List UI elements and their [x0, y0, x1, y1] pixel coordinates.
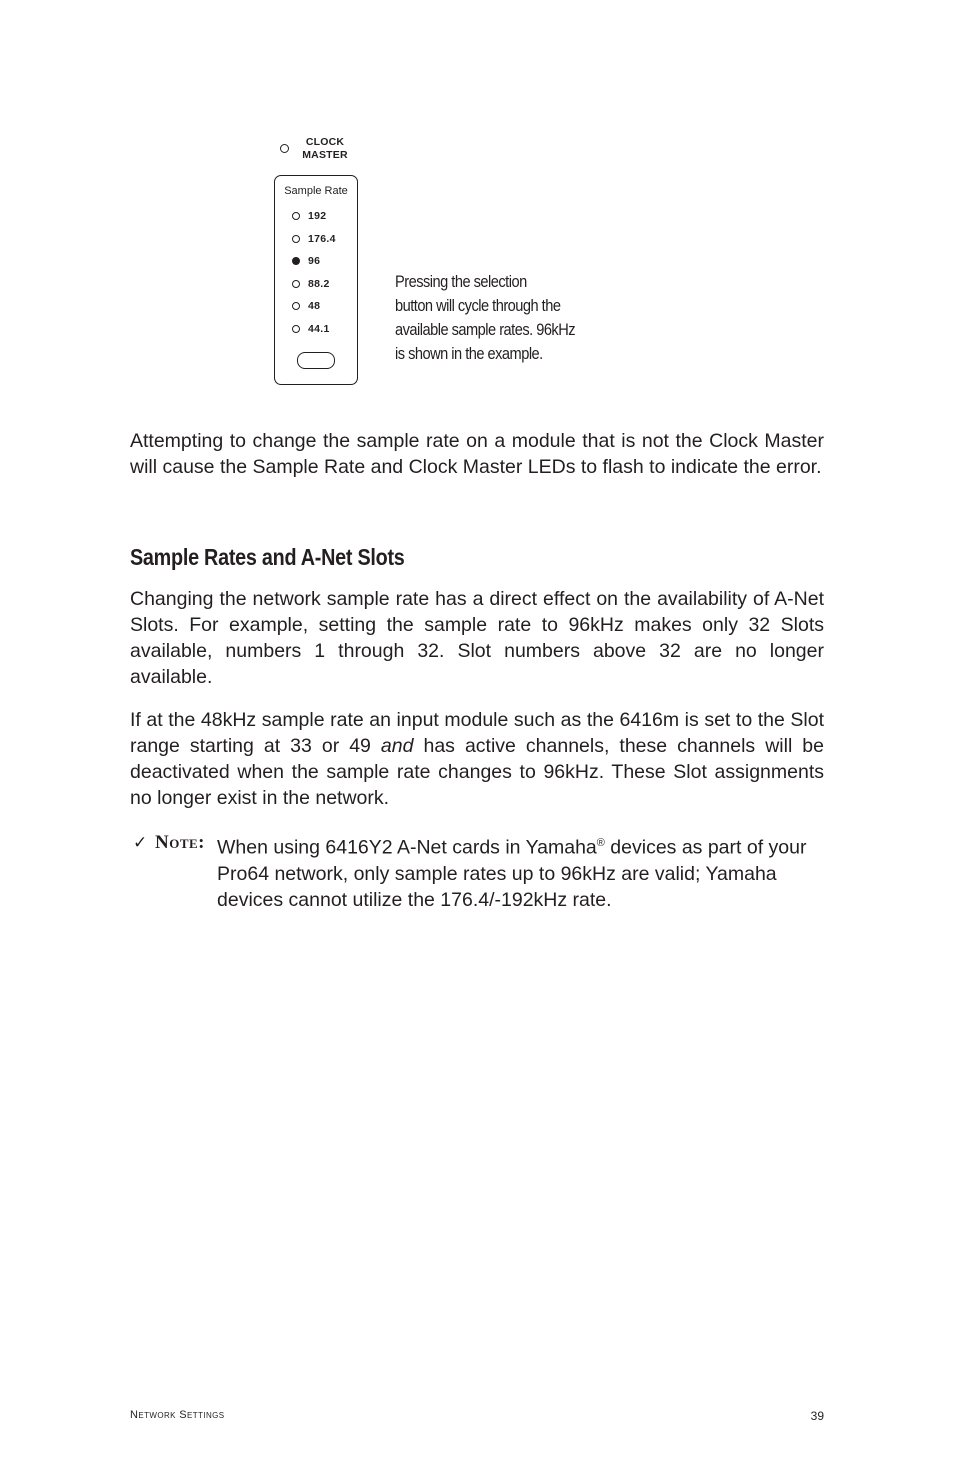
led-off-icon [292, 212, 300, 220]
footer-section-title: Network Settings [130, 1409, 225, 1421]
para3-emphasis: and [380, 735, 414, 757]
sample-rate-title: Sample Rate [284, 185, 348, 197]
page-number: 39 [810, 1409, 824, 1423]
para3-text-end: has active channels, these channels will be deactivated when the sample rate changes to 96kHz. These Slot assignments no longer exist in the network. [130, 735, 824, 809]
sample-rate-value: 176.4 [308, 232, 336, 245]
clock-master-led-icon [280, 144, 289, 153]
caption-line: available sample rates. 96kHz [395, 320, 576, 339]
sample-rate-option [292, 232, 352, 246]
sample-rate-value: 48 [308, 300, 321, 313]
sample-rate-panel [274, 175, 358, 385]
registered-mark: ® [596, 837, 605, 849]
caption-line: is shown in the example. [395, 344, 543, 363]
paragraph-clock-master-error: Attempting to change the sample rate on a module that is not the Clock Master will cause the Sample Rate and Clock Master LEDs to flash to indicate the error. [130, 430, 824, 478]
clock-master-label [292, 136, 358, 161]
clock-master-label-line1: CLOCK [305, 136, 345, 148]
note-text-end: devices as part of your Pro64 network, only sample rates up to 96kHz are valid; Yamaha devices cannot utilize the 176.4/-192kHz rate. [217, 836, 807, 911]
sample-rate-value: 192 [308, 210, 327, 222]
led-off-icon [292, 325, 300, 333]
paragraph-anet-slots: Changing the network sample rate has a direct effect on the availability of A-Net Slots. For example, setting the sample rate to 96kHz makes only 32 Slots available, numbers 1 through 32. Slot numbers above 32 are no longer available. [130, 588, 824, 688]
led-off-icon [292, 280, 300, 288]
para3-text: If at the 48kHz sample rate an input module such as the 6416m is set to the Slot range starting at 33 or 49 [130, 709, 824, 757]
sample-rate-value: 96 [308, 255, 321, 268]
sample-rate-option [292, 322, 352, 336]
sample-rate-option [292, 254, 352, 268]
note-label: Note: [155, 832, 206, 853]
clock-master-label-line2: MASTER [302, 148, 348, 161]
led-on-icon [292, 257, 300, 265]
clock-master-indicator [280, 136, 360, 166]
caption-line: Pressing the selection [395, 272, 527, 291]
note-text [217, 830, 827, 913]
note-text-start: When using 6416Y2 A-Net cards in Yamaha [217, 836, 597, 859]
sample-rate-value: 88.2 [308, 277, 330, 290]
led-off-icon [292, 302, 300, 310]
section-heading: Sample Rates and A-Net Slots [130, 544, 405, 570]
sample-rate-select-button[interactable] [297, 352, 335, 369]
sample-rate-value: 44.1 [308, 323, 330, 335]
paragraph-slot-range [130, 707, 824, 811]
checkmark-icon: ✓ [133, 833, 148, 853]
sample-rate-option [292, 299, 352, 313]
sample-rate-option [292, 277, 352, 291]
figure-caption [395, 270, 584, 366]
led-off-icon [292, 235, 300, 243]
sample-rate-option [292, 209, 352, 223]
caption-line: button will cycle through the [395, 296, 561, 315]
